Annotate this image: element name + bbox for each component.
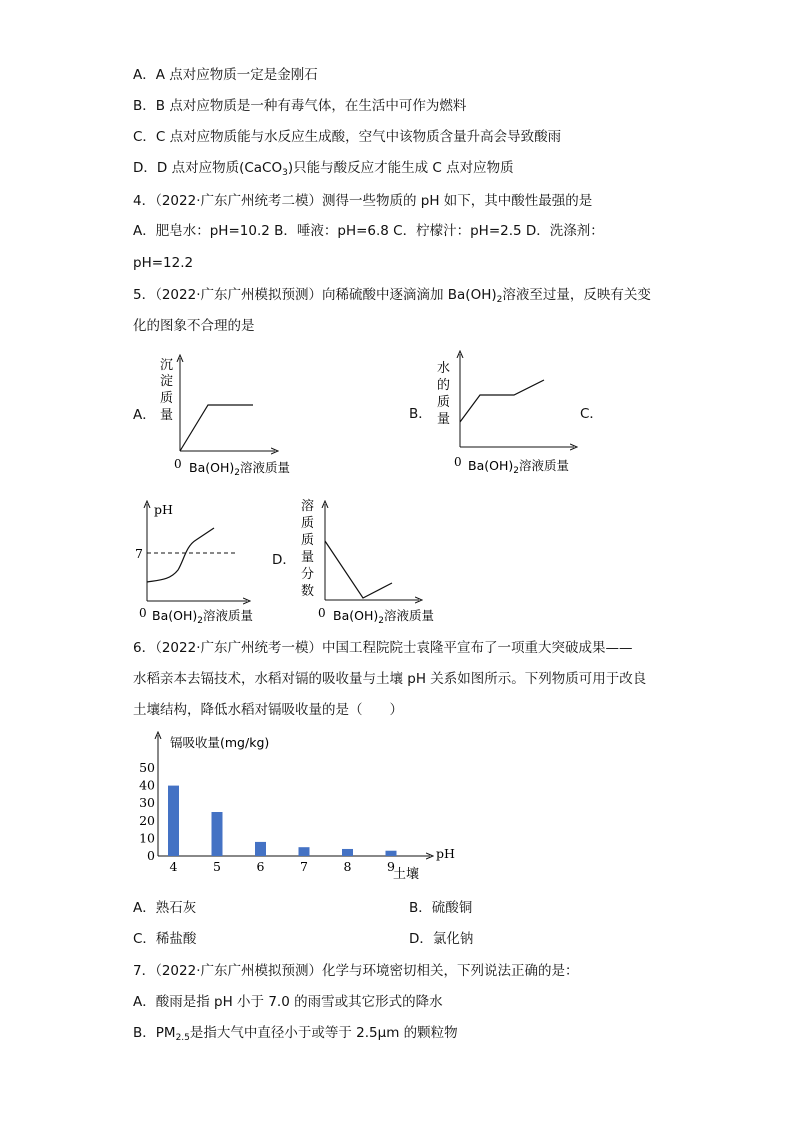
chart-x-tick-label: 6 — [256, 859, 265, 874]
q3-option-c: C．C 点对应物质能与水反应生成酸，空气中该物质含量升高会导致酸雨 — [133, 129, 562, 145]
q5-label-c: C． — [580, 406, 603, 422]
chart-bar-ph-7 — [299, 847, 310, 856]
graph-a-ylabel-1: 沉 — [160, 358, 174, 373]
q7-option-b-sub: 2.5 — [175, 1033, 190, 1043]
graph-d-origin: 0 — [318, 606, 326, 620]
q5-graph-a — [150, 350, 320, 480]
graph-b-xlabel: $Ba(OH)_2$溶液质量 — [468, 458, 569, 476]
q4-stem: 4．（2022·广东广州统考二模）测得一些物质的 pH 如下，其中酸性最强的是 — [133, 193, 593, 209]
graph-b-ylabel-4: 量 — [437, 412, 451, 427]
q6-option-c: C．稀盐酸 — [133, 931, 197, 947]
chart-y-tick-label: 10 — [139, 830, 155, 846]
q6-stem-line2: 水稻亲本去镉技术，水稻对镉的吸收量与土壤 pH 关系如图所示。下列物质可用于改良 — [133, 671, 647, 687]
q4-options: A．肥皂水：pH=10.2 B．唾液：pH=6.8 C．柠檬汁：pH=2.5 D．洗涤剂： — [133, 223, 604, 239]
graph-d-xlabel: $Ba(OH)_2$溶液质量 — [333, 608, 434, 626]
chart-x-label: pH — [436, 846, 455, 861]
q4-options-wrap: pH=12.2 — [133, 255, 194, 271]
chart-bar-ph-5 — [212, 812, 223, 856]
q5-label-a: A． — [133, 407, 156, 423]
q5-label-d: D． — [272, 552, 296, 568]
chart-y-tick-label: 40 — [139, 777, 155, 793]
q5-graph-c — [128, 496, 268, 628]
graph-c-curve — [147, 528, 214, 582]
q7-option-b-pre: B．PM — [133, 1025, 176, 1041]
chart-y-tick-label: 0 — [147, 848, 155, 863]
q5-stem-post: 溶液至过量，反映有关变 — [502, 287, 651, 303]
graph-d-ylabel-6: 数 — [301, 584, 315, 599]
graph-a-ylabel-4: 量 — [160, 408, 174, 423]
graph-b-ylabel-1: 水 — [437, 361, 451, 376]
graph-c-origin: 0 — [139, 606, 147, 620]
q7-option-b — [133, 1024, 458, 1047]
q7-option-a: A．酸雨是指 pH 小于 7.0 的雨雪或其它形式的降水 — [133, 994, 443, 1010]
graph-b-ylabel-2: 的 — [437, 378, 451, 393]
q5-graph-d — [295, 494, 445, 628]
q3-option-d-post: )只能与酸反应才能生成 C 点对应物质 — [287, 160, 514, 176]
q7-option-b-post: 是指大气中直径小于或等于 2.5μm 的颗粒物 — [189, 1025, 458, 1041]
chart-x-tick-label: 4 — [169, 859, 178, 874]
graph-a-ylabel-2: 淀 — [160, 374, 174, 389]
graph-c-xlabel: $Ba(OH)_2$溶液质量 — [152, 608, 253, 626]
q7-stem: 7．（2022·广东广州模拟预测）化学与环境密切相关，下列说法正确的是： — [133, 963, 579, 979]
q5-graph-b — [428, 350, 598, 478]
chart-x-tick-label: 5 — [213, 859, 221, 874]
graph-a-xlabel: $Ba(OH)_2$溶液质量 — [189, 460, 290, 478]
chart-bar-ph-6 — [255, 842, 266, 856]
q6-stem-line3: 土壤结构，降低水稻对镉吸收量的是（ ） — [133, 702, 403, 718]
chart-x-label-2: 土壤 — [393, 867, 420, 882]
q5-stem-line1 — [133, 286, 651, 309]
q3-option-a: A．A 点对应物质一定是金刚石 — [133, 67, 318, 83]
q5-stem-line2: 化的图象不合理的是 — [133, 318, 255, 334]
chart-x-tick-label: 9 — [387, 859, 395, 874]
chart-y-tick-label: 20 — [139, 812, 155, 828]
graph-d-ylabel-3: 质 — [301, 533, 315, 548]
cadmium-bar-chart — [138, 730, 468, 882]
chart-y-label: 镉吸收量(mg/kg) — [170, 735, 270, 750]
q6-option-b: B．硫酸铜 — [409, 900, 473, 916]
graph-d-ylabel-5: 分 — [301, 567, 315, 582]
chart-x-tick-label: 7 — [300, 859, 308, 874]
q3-option-d — [133, 159, 514, 182]
graph-a-ylabel-3: 质 — [160, 391, 174, 406]
q5-stem-sub: 2 — [496, 295, 503, 305]
graph-b-curve — [460, 380, 544, 422]
q3-option-b: B．B 点对应物质是一种有毒气体，在生活中可作为燃料 — [133, 98, 467, 114]
chart-y-tick-label: 50 — [139, 760, 155, 775]
q5-stem-pre: 5．（2022·广东广州模拟预测）向稀硫酸中逐滴滴加 Ba(OH) — [133, 287, 497, 303]
q3-option-d-pre: D．D 点对应物质(CaCO — [133, 160, 283, 176]
q6-option-a: A．熟石灰 — [133, 900, 197, 916]
graph-c-tick-7: 7 — [135, 546, 143, 561]
q6-option-d: D．氯化钠 — [409, 931, 474, 947]
chart-bar-ph-9 — [386, 851, 397, 856]
graph-a-origin: 0 — [174, 457, 182, 471]
chart-x-tick-label: 8 — [343, 859, 352, 874]
chart-bar-ph-4 — [168, 786, 179, 856]
graph-d-ylabel-4: 量 — [301, 550, 315, 565]
chart-bar-ph-8 — [342, 849, 353, 856]
graph-d-curve — [325, 541, 392, 598]
graph-d-ylabel-1: 溶 — [301, 499, 315, 514]
q6-stem-line1: 6．（2022·广东广州统考一模）中国工程院院士袁隆平宣布了一项重大突破成果—— — [133, 640, 633, 656]
q5-label-b: B． — [409, 406, 432, 422]
graph-b-origin: 0 — [454, 455, 462, 469]
graph-a-curve — [180, 405, 253, 451]
graph-d-ylabel-2: 质 — [301, 516, 315, 531]
graph-b-ylabel-3: 质 — [437, 395, 451, 410]
graph-c-ylabel: pH — [154, 502, 173, 517]
chart-y-tick-label: 30 — [139, 795, 155, 811]
q3-option-d-sub: 3 — [282, 168, 288, 178]
